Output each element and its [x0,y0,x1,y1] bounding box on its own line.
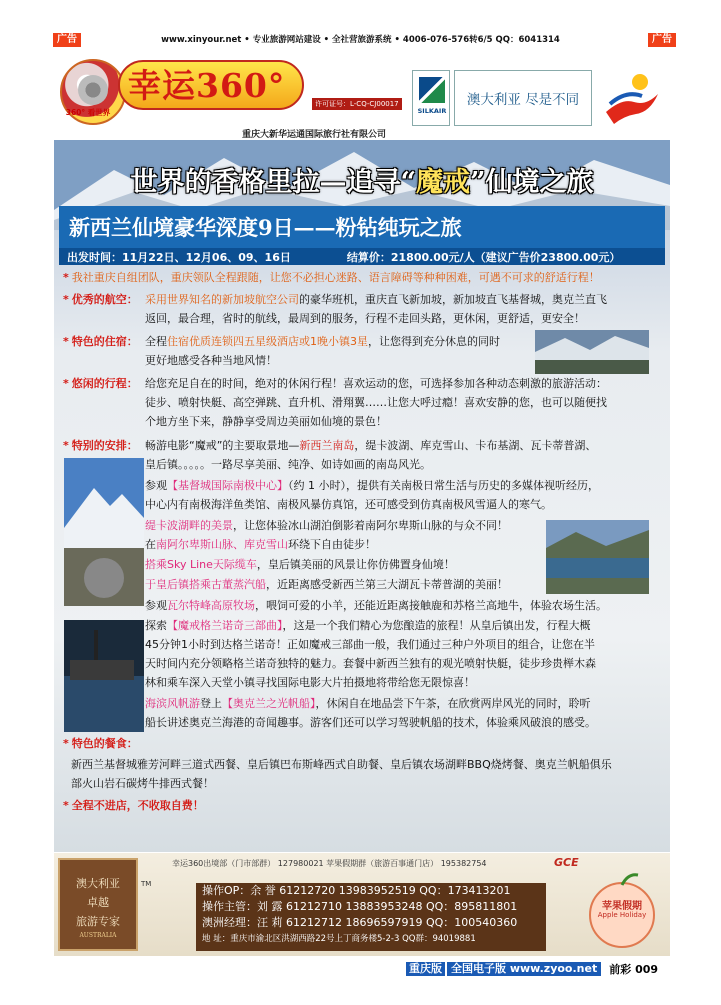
contact-panel [196,883,546,951]
leisure-label: 悠闲的行程： [71,377,138,390]
special-steamboat: 于皇后镇搭乘古董蒸汽船 [145,578,266,591]
special-p4: ，休闲自在地品尝下午茶，在欣赏两岸风光的同时，聆听 [315,697,591,710]
hotel-text-a: 全程 [145,335,167,348]
ad-tag-left: 广告 [53,33,81,47]
price-bar [59,248,665,265]
special-tekapo: 缇卡波湖畔的美景 [145,519,233,532]
leisure-text-3: 个地方坐下来，静静享受周边美丽如仙境的景色！ [145,415,387,428]
special-e3: （约 1 小时），提供有关南极日常生活与历史的多媒体视听经历， [288,479,599,492]
special-h1: 在 [145,538,156,551]
header [54,52,670,138]
special-f: 中心内有南极海洋鱼类馆、南极风暴仿真馆，还可感受到仿真南极风雪逼人的寒气。 [145,498,552,511]
steamboat-photo [64,620,144,732]
special-antarctic-center: 【基督城国际南极中心】 [167,479,288,492]
website-url: www.zyoo.net [509,962,598,975]
no-shopping-text: 全程不进店，不收取自费！ [71,799,204,812]
itinerary-content: * 我社重庆自组团队，重庆领队全程跟随，让您不必担心迷路、语言障碍等种种困难，可遇不可求的舒适行程！ * 优秀的航空： 采用世界知名的新加坡航空公司的豪华班机，重庆直飞新加坡，新加坡直飞基督城，奥克兰直飞 返回，最合理，省时的航线，最周到的服务，行程不走回头路，更休闲，更舒适，更安全！ * 特色的住宿： 全程住宿优质连锁四五星级酒店或1晚小镇3星，让您得到充分休息的同时 更好地感受各种当地风情！ * 悠闲的行程： 给您充足自在的时间，绝对的休闲行程！喜欢运动的您，可选择参加各种动态刺激的旅游活动： 徒步、喷射快艇、高空弹跳、直升机、滑翔翼……让您大呼过瘾！喜欢安静的您，也可以随便找 个地方坐下来，静静享受周边美丽如仙境的景色！ * 特别的安排： 畅游电影“魔戒”的主要取景地—新西兰南岛，缇卡波湖、库克雪山、卡布基湖、瓦卡蒂普湖、 皇后镇。。。。。一路尽享美丽、纯净、如诗如画的南岛风光。 参观【基督城国际南极中心】（约 1 小时），提供有关南极日常生活与历史的多媒体视听经历， 中心内有南极海洋鱼类馆、南极风暴仿真馆，还可感受到仿真南极风雪逼人的寒气。 缇卡波湖畔的美景，让您体验冰山湖泊倒影着南阿尔卑斯山脉的与众不同！ 在南阿尔卑斯山脉、库克雪山环绕下自由徒步！ 搭乘Sky Line天际缆车，皇后镇美丽的风景让你仿佛置身仙境！ 于皇后镇搭乘古董蒸汽船，近距离感受新西兰第三大湖瓦卡蒂普湖的美丽！ 参观瓦尔特峰高原牧场，喂饲可爱的小羊，还能近距离接触鹿和苏格兰高地牛，体验农场生活。 探索【魔戒格兰诺奇三部曲】，这是一个我们精心为您酿造的旅程！从皇后镇出发，行程大概 45分钟1小时到达格兰诺奇！正如魔戒三部曲一般，我们通过三种户外项目的组合，让您在半 天时间内充分领略格兰诺奇独特的魅力。套餐中新西兰独有的观光喷射快艇，徒步珍贵榉木森 林和乘车深入天堂小镇寻找国际电影大片拍摄地将带给您无限惊喜！ 海滨风帆游登上【奥克兰之光帆船】，休闲自在地品尝下午茶，在欣赏两岸风光的同时，聆听 船长讲述奥克兰海港的奇闻趣事。游客们还可以学习驾驶帆船的技术，体验乘风破浪的感受。 * 特色的餐食： 新西兰基督城雅芳河畔三道式西餐、皇后镇巴布斯峰西式自助餐、皇后镇农场湖畔BBQ烧烤餐、奥克兰帆船俱乐 部火山岩石碳烤牛排西式餐！ * 全程不进店，不收取自费！ [63,271,612,812]
brand-name: 幸运360° [128,65,286,105]
silkair-text: SILKAIR [417,107,447,115]
hotel-highlight: 住宿优质连锁四五星级酒店或1晚小镇3星 [167,335,368,348]
contact-address: 地 址：重庆市渝北区洪湖西路22号上丁商务楼5-2-3 QQ群：94019881 [202,934,476,944]
special-e1: 参观 [145,479,167,492]
apple-holiday-en: Apple Holiday [597,911,647,919]
silkair-wing-icon [419,77,445,103]
hero-section [54,140,670,852]
departure-dates: 出发时间：11月22日、12月06、09、16日 [67,250,291,264]
edition-url[interactable] [447,962,601,976]
aus-expert-line-3: 旅游专家 [76,915,120,928]
special-g2: ，让您体验冰山湖泊倒影着南阿尔卑斯山脉的与众不同！ [233,519,508,532]
special-d: 皇后镇。。。。。一路尽享美丽、纯净、如诗如画的南岛风光。 [145,458,431,471]
queenstown-photo [546,520,649,594]
meals-text-1: 新西兰基督城雅芳河畔三道式西餐、皇后镇巴布斯峰西式自助餐、皇后镇农场湖畔BBQ烧烤餐、奥克兰帆船俱乐 [71,758,612,771]
meals-label: 特色的餐食： [71,737,138,750]
special-l3: ，这是一个我们精心为您酿造的旅程！从皇后镇出发，行程大概 [282,619,591,632]
page-number: 前彩 009 [609,963,659,976]
special-south-island: 新西兰南岛 [299,439,355,452]
special-skyline: 搭乘Sky Line天际缆车 [145,558,257,571]
special-j2: ，近距离感受新西兰第三大湖瓦卡蒂普湖的美丽！ [266,578,508,591]
special-glenorchy: 【魔戒格兰诺奇三部曲】 [167,619,283,632]
special-m: 45分钟1小时到达格兰诺奇！正如魔戒三部曲一般，我们通过三种户外项目的组合，让您在半 [145,638,595,651]
special-p2: 登上 [200,697,222,710]
contact-op: 操作OP：余 誉 61212720 13983952519 QQ：173413201 [202,884,511,897]
special-l1: 探索 [145,619,167,632]
footer-groups: 幸运360出境部（门市部群） 127980021 苹果假期群（旅游百事通门店） 195382754 [172,859,487,868]
tour-title: 新西兰仙境豪华深度9日——粉钻纯玩之旅 [59,206,665,248]
special-sailing: 海滨风帆游 [145,697,200,710]
headline-part-c: ”仙境之旅 [470,167,594,198]
ad-tag-right: 广告 [648,33,676,47]
apple-holiday-logo [582,867,662,951]
brand-logo [118,60,304,110]
footer [54,853,670,956]
headline-highlight: 魔戒 [416,167,470,198]
license-number: 许可证号：L-CQ-CJ00017 [312,98,402,110]
bottom-bar [406,962,658,976]
company-name: 重庆大新华运通国际旅行社有限公司 [242,130,387,140]
special-label: 特别的安排： [71,439,138,452]
top-info-bar: www.xinyour.net • 专业旅游网站建设 • 全社营旅游系统 • 4006-076-576转6/5 QQ：6041314 [161,35,560,45]
gce-logo: GCE [554,856,579,869]
airline-text-1: 的豪华班机，重庆直飞新加坡，新加坡直飞基督城，奥克兰直飞 [299,293,607,306]
aus-expert-line-1: 澳大利亚 [76,877,120,890]
special-k3: ，喂饲可爱的小羊，还能近距离接触鹿和苏格兰高地牛，体验农场生活。 [255,599,607,612]
special-n: 天时间内充分领略格兰诺奇独特的魅力。套餐中新西兰独有的观光喷射快艇，徒步珍贵榉木森 [145,657,596,670]
edition-label: 重庆版 [406,962,445,976]
contact-supervisor: 操作主管：刘 露 61212710 13883953248 QQ：895811801 [202,900,518,913]
silkair-logo [412,70,450,126]
australia-expert-badge [58,858,138,951]
globe-caption: 360° 看世界 [65,108,111,117]
special-c: ，缇卡波湖、库克雪山、卡布基湖、瓦卡蒂普湖、 [354,439,597,452]
aus-expert-line-2: 卓越 [87,896,109,909]
special-o: 林和乘车深入天堂小镇寻找国际电影大片拍摄地将带给您无限惊喜！ [145,676,475,689]
hotel-label: 特色的住宿： [71,335,138,348]
special-h3: 环绕下自由徒步！ [288,538,376,551]
contact-manager: 澳洲经理：汪 莉 61212712 18696597919 QQ：100540360 [202,916,518,929]
special-auckland-yacht: 【奥克兰之光帆船】 [222,697,316,710]
special-k1: 参观 [145,599,167,612]
special-a: 畅游电影“魔戒”的主要取景地— [145,439,300,452]
trademark: TM [141,880,152,888]
edition-national: 全国电子版 [451,962,506,975]
hotel-text-d: 更好地感受各种当地风情！ [145,354,277,367]
airline-highlight: 采用世界知名的新加坡航空公司 [145,293,299,306]
apple-holiday-name: 苹果假期 [602,901,642,912]
special-alps: 南阿尔卑斯山脉、库克雪山 [156,538,288,551]
kangaroo-logo-icon [600,68,664,128]
own-group-text: 我社重庆自组团队，重庆领队全程跟随，让您不必担心迷路、语言障碍等种种困难，可遇不可求的舒适行程！ [71,271,600,284]
lake-mountain-photo [535,330,649,374]
main-headline [54,160,670,199]
leisure-text-1: 给您充足自在的时间，绝对的休闲行程！喜欢运动的您，可选择参加各种动态刺激的旅游活动： [145,377,607,390]
leisure-text-2: 徒步、喷射快艇、高空弹跳、直升机、滑翔翼……让您大呼过瘾！喜欢安静的您，也可以随便找 [145,396,607,409]
meals-text-2: 部火山岩石碳烤牛排西式餐！ [71,777,214,790]
hotel-text-c: ，让您得到充分休息的同时 [368,335,500,348]
airline-label: 优秀的航空： [71,293,138,306]
mount-cook-photo [64,458,144,606]
headline-part-a: 世界的香格里拉—追寻“ [130,167,416,198]
special-q: 船长讲述奥克兰海港的奇闻趣事。游客们还可以学习驾驶帆船的技术，体验乘风破浪的感受。 [145,716,596,729]
aus-expert-line-4: AUSTRALIA [79,932,117,939]
special-i2: ，皇后镇美丽的风景让你仿佛置身仙境！ [256,558,455,571]
australia-slogan: 澳大利亚 尽是不同 [454,70,592,126]
airline-text-2: 返回，最合理，省时的航线，最周到的服务，行程不走回头路，更休闲，更舒适，更安全！ [145,312,585,325]
settlement-price: 结算价：21800.00元/人（建议广告价23800.00元） [346,250,621,264]
special-walter-peak: 瓦尔特峰高原牧场 [167,599,255,612]
